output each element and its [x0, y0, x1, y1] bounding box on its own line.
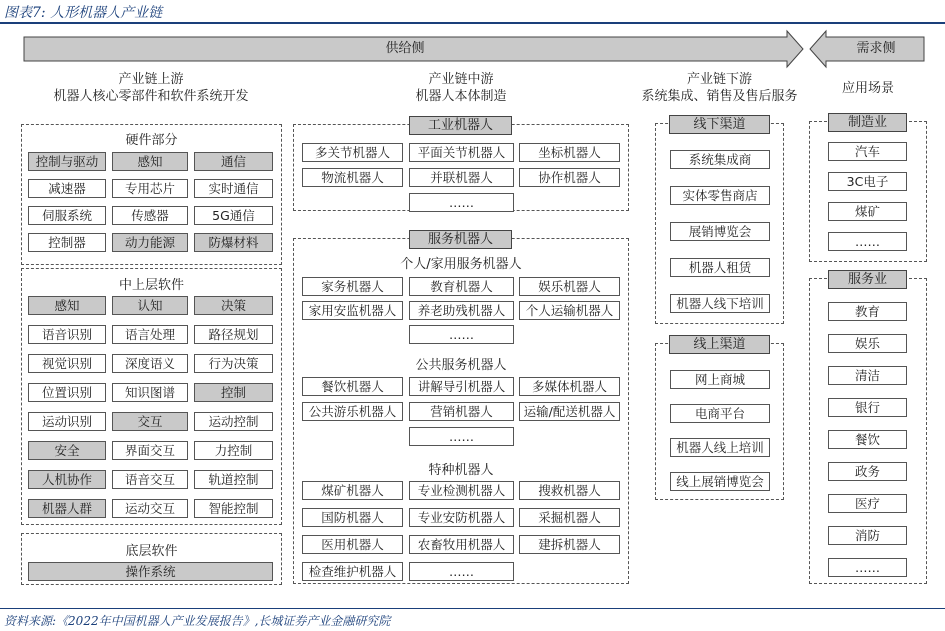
special-item: 搜救机器人: [519, 481, 620, 500]
hardware-item: 通信: [194, 152, 273, 171]
personal-item: 养老助残机器人: [409, 301, 514, 320]
software-item: 智能控制: [194, 499, 273, 518]
hardware-title: 硬件部分: [125, 133, 178, 148]
hardware-item: 控制器: [28, 233, 106, 252]
hardware-item: 控制与驱动: [28, 152, 106, 171]
software-item: 位置识别: [28, 383, 106, 402]
manufacturing-item: 煤矿: [828, 202, 907, 221]
hardware-item: 5G通信: [194, 206, 273, 225]
offline-item: 机器人线下培训: [670, 294, 770, 313]
source-note: 资料来源:《2022年中国机器人产业发展报告》,长城证券产业金融研究院: [4, 614, 391, 628]
personal-title: 个人/家用服务机器人: [400, 257, 522, 272]
industrial-item: 物流机器人: [302, 168, 403, 187]
online-header: 线上渠道: [669, 335, 770, 354]
offline-item: 系统集成商: [670, 150, 770, 169]
hardware-item: 传感器: [112, 206, 188, 225]
software-item: 人机协作: [28, 470, 106, 489]
software-item: 界面交互: [112, 441, 188, 460]
services-more: ……: [828, 558, 907, 577]
special-item: 国防机器人: [302, 508, 403, 527]
offline-item: 实体零售商店: [670, 186, 770, 205]
upstream-subtitle: 机器人核心零部件和软件系统开发: [53, 89, 249, 104]
personal-item: 个人运输机器人: [519, 301, 620, 320]
public-item: 营销机器人: [409, 402, 514, 421]
software-item: 安全: [28, 441, 106, 460]
industrial-item: 坐标机器人: [519, 143, 620, 162]
personal-item: 家务机器人: [302, 277, 403, 296]
software-item: 认知: [112, 296, 188, 315]
software-item: 语言处理: [112, 325, 188, 344]
industrial-item: 协作机器人: [519, 168, 620, 187]
public-item: 讲解导引机器人: [409, 377, 514, 396]
software-item: 感知: [28, 296, 106, 315]
personal-item: 娱乐机器人: [519, 277, 620, 296]
public-item: 多媒体机器人: [519, 377, 620, 396]
software-item: 视觉识别: [28, 354, 106, 373]
software-item: 力控制: [194, 441, 273, 460]
services-item: 医疗: [828, 494, 907, 513]
public-item: 运输/配送机器人: [519, 402, 620, 421]
midstream-title: 产业链中游: [428, 72, 494, 87]
industrial-item: 平面关节机器人: [409, 143, 514, 162]
software-item: 运动交互: [112, 499, 188, 518]
special-item: 专业检测机器人: [409, 481, 514, 500]
bottom-software-title: 底层软件: [125, 544, 178, 559]
special-item: 煤矿机器人: [302, 481, 403, 500]
upstream-title: 产业链上游: [118, 72, 184, 87]
special-item: 采掘机器人: [519, 508, 620, 527]
services-item: 娱乐: [828, 334, 907, 353]
services-item: 银行: [828, 398, 907, 417]
online-item: 电商平台: [670, 404, 770, 423]
services-item: 政务: [828, 462, 907, 481]
special-item: 医用机器人: [302, 535, 403, 554]
demand-label: 需求侧: [856, 41, 896, 56]
personal-item-more: ……: [409, 325, 514, 344]
personal-item: 教育机器人: [409, 277, 514, 296]
os-box: 操作系统: [28, 562, 273, 581]
downstream-title: 产业链下游: [686, 72, 752, 87]
services-header: 服务业: [828, 270, 907, 289]
software-item: 决策: [194, 296, 273, 315]
software-item: 语音识别: [28, 325, 106, 344]
special-item: 建拆机器人: [519, 535, 620, 554]
service-header: 服务机器人: [409, 230, 512, 249]
supply-label: 供给侧: [385, 41, 425, 56]
online-item: 机器人线上培训: [670, 438, 770, 457]
services-item: 教育: [828, 302, 907, 321]
hardware-item: 专用芯片: [112, 179, 188, 198]
hardware-item: 伺服系统: [28, 206, 106, 225]
public-item: 公共游乐机器人: [302, 402, 403, 421]
software-item: 行为决策: [194, 354, 273, 373]
services-item: 清洁: [828, 366, 907, 385]
footer-rule: [0, 608, 945, 609]
manufacturing-item: 汽车: [828, 142, 907, 161]
hardware-item: 减速器: [28, 179, 106, 198]
manufacturing-more: ……: [828, 232, 907, 251]
figure-title: 图表7: 人形机器人产业链: [4, 5, 163, 21]
software-title: 中上层软件: [118, 278, 184, 293]
software-item: 交互: [112, 412, 188, 431]
hardware-item: 防爆材料: [194, 233, 273, 252]
software-item: 路径规划: [194, 325, 273, 344]
offline-item: 机器人租赁: [670, 258, 770, 277]
software-item: 语音交互: [112, 470, 188, 489]
personal-item: 家用安监机器人: [302, 301, 403, 320]
services-item: 消防: [828, 526, 907, 545]
hardware-item: 动力能源: [112, 233, 188, 252]
special-item: 专业安防机器人: [409, 508, 514, 527]
software-item: 控制: [194, 383, 273, 402]
software-item: 知识图谱: [112, 383, 188, 402]
downstream-subtitle: 系统集成、销售及售后服务: [641, 89, 798, 104]
industrial-item-more: ……: [409, 193, 514, 212]
special-item: 检查维护机器人: [302, 562, 403, 581]
software-item: 轨道控制: [194, 470, 273, 489]
special-item: 农畜牧用机器人: [409, 535, 514, 554]
services-item: 餐饮: [828, 430, 907, 449]
offline-item: 展销博览会: [670, 222, 770, 241]
application-title: 应用场景: [841, 81, 894, 96]
industrial-item: 并联机器人: [409, 168, 514, 187]
public-title: 公共服务机器人: [415, 358, 507, 373]
midstream-subtitle: 机器人本体制造: [415, 89, 507, 104]
hardware-item: 感知: [112, 152, 188, 171]
manufacturing-header: 制造业: [828, 113, 907, 132]
public-item-more: ……: [409, 427, 514, 446]
online-item: 网上商城: [670, 370, 770, 389]
software-item: 机器人群: [28, 499, 106, 518]
online-item: 线上展销博览会: [670, 472, 770, 491]
software-item: 深度语义: [112, 354, 188, 373]
industrial-item: 多关节机器人: [302, 143, 403, 162]
hardware-item: 实时通信: [194, 179, 273, 198]
offline-header: 线下渠道: [669, 115, 770, 134]
special-title: 特种机器人: [428, 463, 494, 478]
public-item: 餐饮机器人: [302, 377, 403, 396]
software-item: 运动识别: [28, 412, 106, 431]
special-item-more: ……: [409, 562, 514, 581]
industrial-header: 工业机器人: [409, 116, 512, 135]
manufacturing-item: 3C电子: [828, 172, 907, 191]
software-item: 运动控制: [194, 412, 273, 431]
